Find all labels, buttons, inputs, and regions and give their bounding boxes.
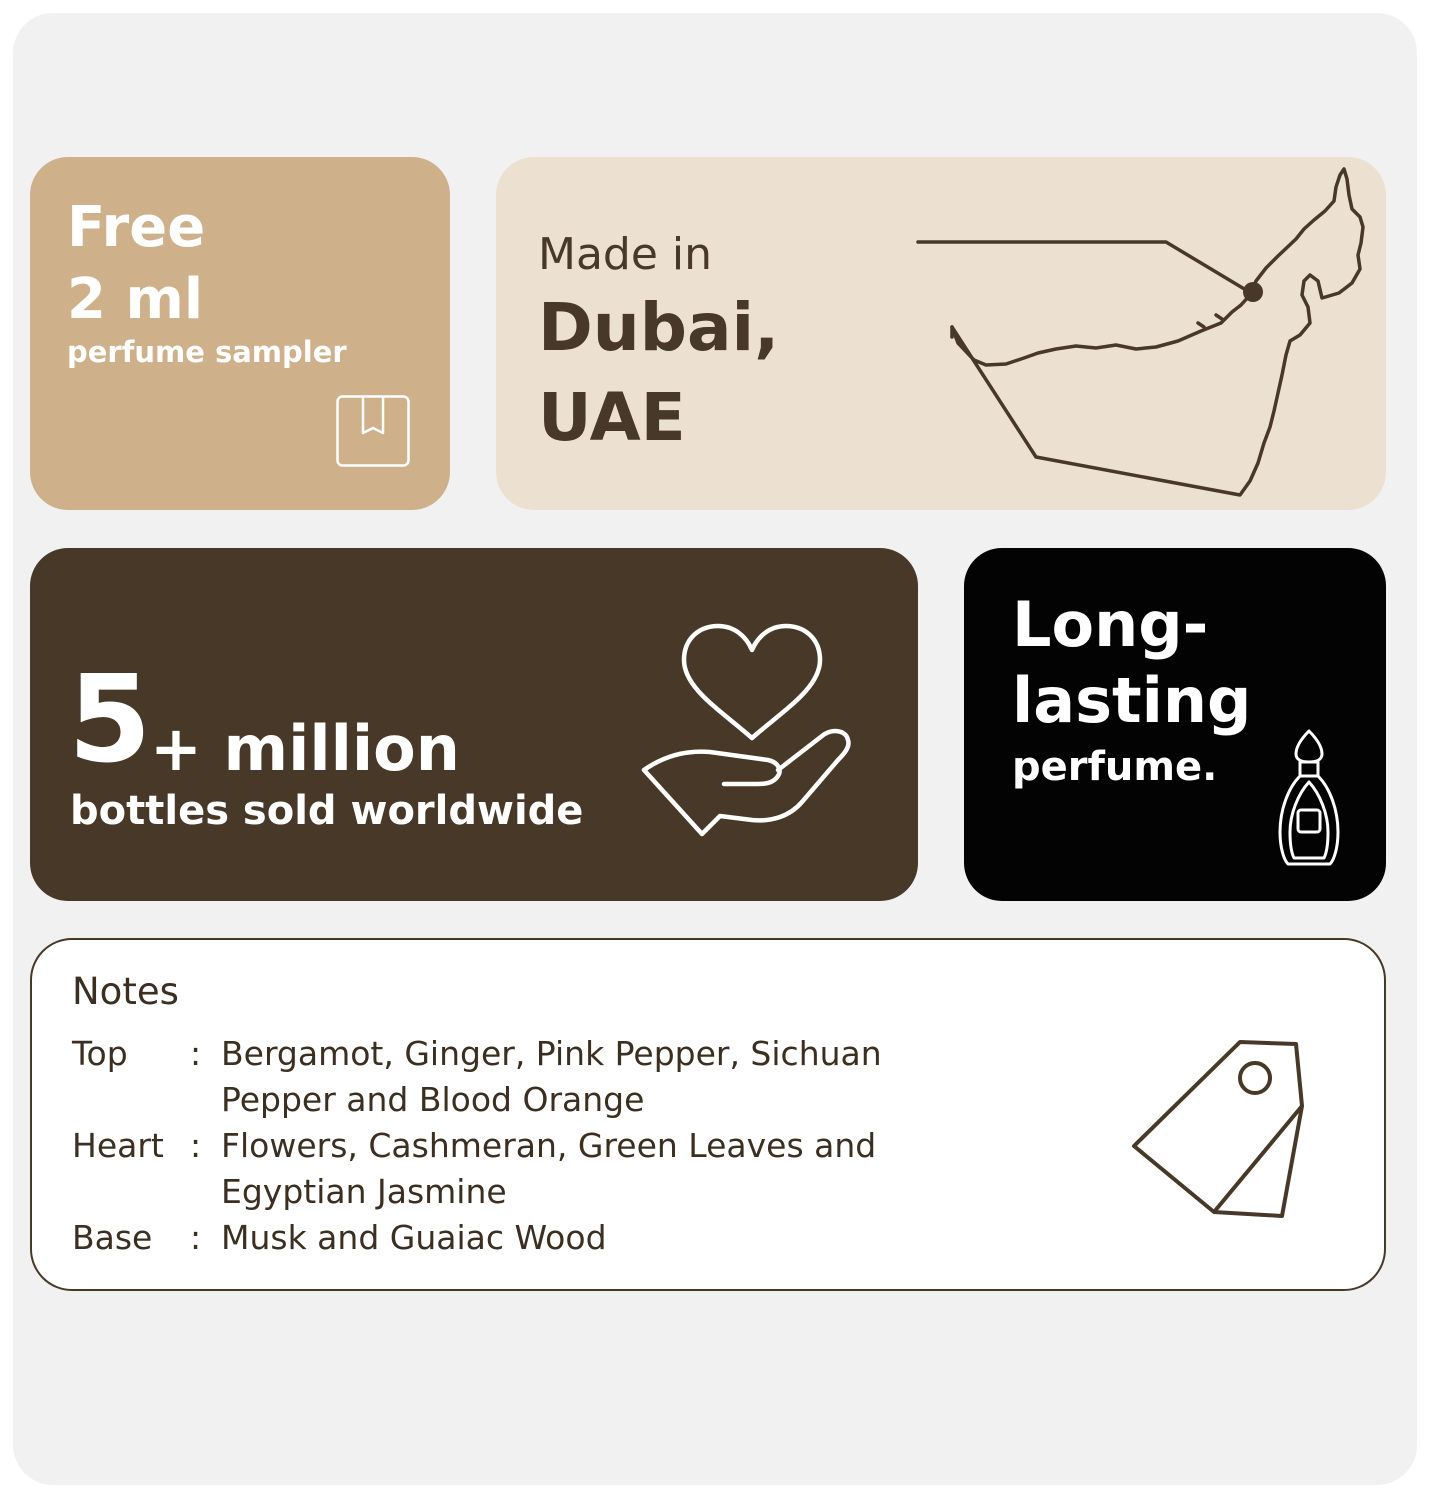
sampler-description: perfume sampler: [67, 335, 347, 369]
bottles-sold-card: [30, 548, 918, 901]
notes-key: Top: [72, 1034, 128, 1073]
notes-value: [221, 1123, 1001, 1215]
box-icon: [336, 395, 410, 467]
notes-row-top: [72, 1031, 1001, 1123]
fragrance-notes-card: [30, 938, 1386, 1291]
notes-value-line: Pepper and Blood Orange: [221, 1080, 645, 1119]
notes-value: [221, 1215, 1001, 1261]
uae-map-icon: [916, 165, 1366, 505]
notes-value-line: Egyptian Jasmine: [221, 1172, 507, 1211]
notes-colon: :: [190, 1126, 202, 1165]
sales-number: 5: [68, 651, 152, 790]
sampler-free-label: Free: [67, 195, 206, 260]
free-sampler-card: [30, 157, 450, 510]
notes-key: Base: [72, 1218, 153, 1257]
perfume-bottle-icon: [1276, 728, 1342, 868]
price-tag-icon: [1130, 1038, 1308, 1220]
longevity-line2: lasting: [1012, 664, 1252, 737]
origin-country-label: UAE: [538, 379, 686, 456]
notes-value-line: Flowers, Cashmeran, Green Leaves and: [221, 1126, 877, 1165]
notes-value-line: Bergamot, Ginger, Pink Pepper, Sichuan: [221, 1034, 882, 1073]
notes-row-heart: [72, 1123, 1001, 1215]
made-in-dubai-card: [496, 157, 1386, 510]
notes-colon: :: [190, 1218, 202, 1257]
notes-value-line: Musk and Guaiac Wood: [221, 1218, 607, 1257]
longevity-line3: perfume.: [1012, 744, 1218, 790]
origin-made-in-label: Made in: [538, 229, 713, 280]
notes-row-base: [72, 1215, 1001, 1261]
notes-list: [72, 970, 1001, 1261]
notes-title: Notes: [72, 970, 179, 1013]
notes-value: [221, 1031, 1001, 1123]
notes-colon: :: [190, 1034, 202, 1073]
longevity-line1: Long-: [1012, 588, 1209, 661]
notes-key: Heart: [72, 1126, 164, 1165]
origin-city-label: Dubai,: [538, 289, 780, 366]
sales-description: bottles sold worldwide: [70, 788, 584, 834]
sampler-size-label: 2 ml: [67, 267, 204, 332]
heart-in-hand-icon: [640, 620, 856, 840]
long-lasting-card: [964, 548, 1386, 901]
sales-million-label: + million: [150, 712, 460, 785]
